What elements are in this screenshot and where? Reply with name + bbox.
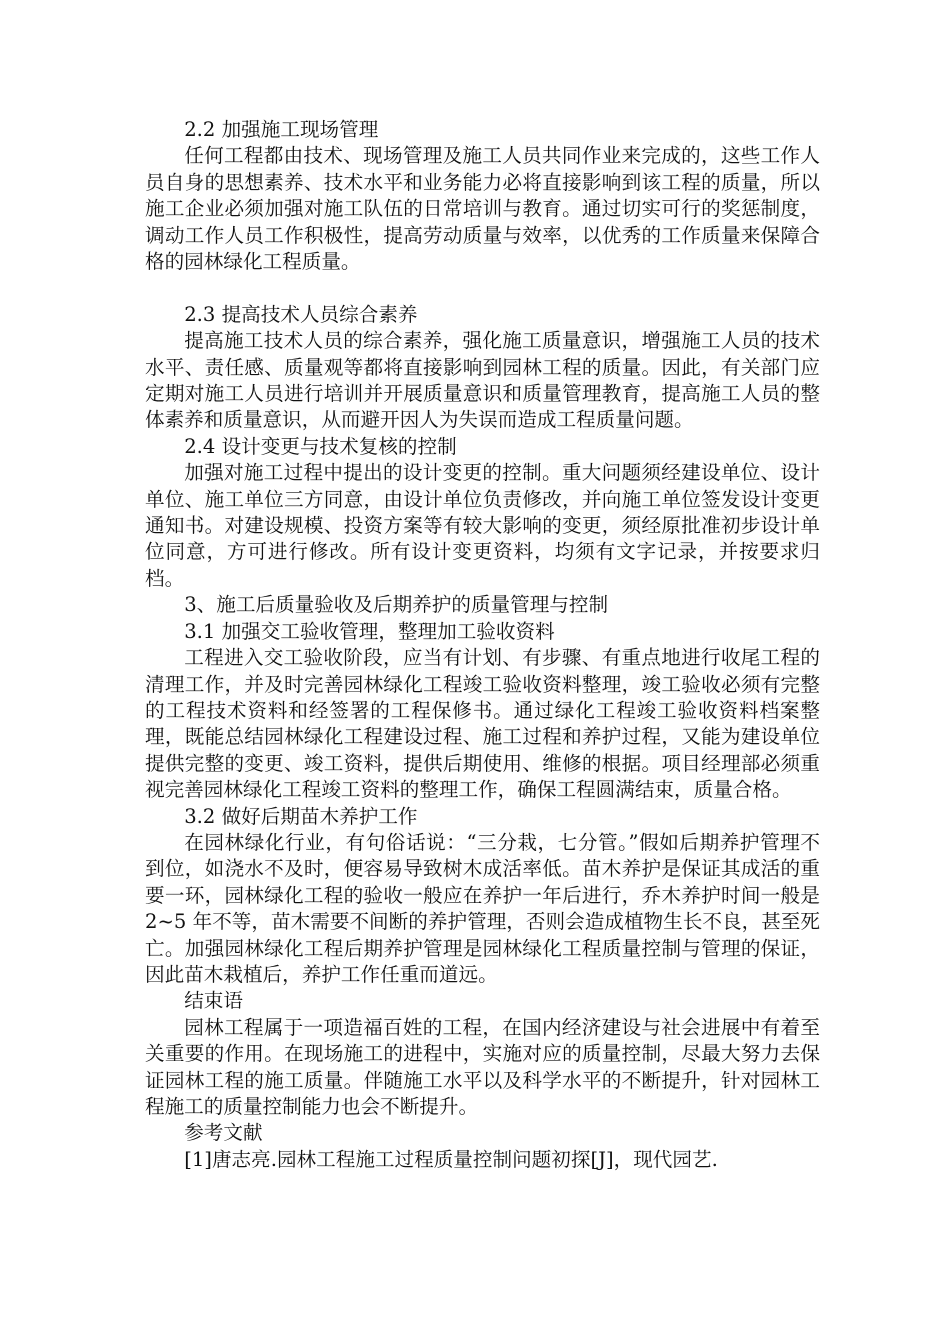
section-body-2-2: 任何工程都由技术、现场管理及施工人员共同作业来完成的，这些工作人员自身的思想素养、技术水平和业务能力必将直接影响到该工程的质量，所以施工企业必须加强对施工队伍的日常培训与教育。通过切实可行的奖惩制度，调动工作人员工作积极性，提高劳动质量与效率，以优秀的工作质量来保障合格的园林绿化工程质量。	[145, 144, 820, 274]
conclusion-heading: 结束语	[184, 989, 243, 1013]
document-page	[145, 117, 820, 1173]
section-heading-3-2: 3.2 做好后期苗木养护工作	[184, 804, 418, 828]
section-heading-3: 3、施工后质量验收及后期养护的质量管理与控制	[184, 593, 609, 617]
section-heading-2-2: 2.2 加强施工现场管理	[184, 118, 379, 141]
section-heading-2-4: 2.4 设计变更与技术复核的控制	[184, 434, 457, 458]
section-heading-3-1: 3.1 加强交工验收管理，整理加工验收资料	[184, 619, 555, 643]
section-body-2-4: 加强对施工过程中提出的设计变更的控制。重大问题须经建设单位、设计单位、施工单位三方同意，由设计单位负责修改，并向施工单位签发设计变更通知书。对建设规模、投资方案等有较大影响的变更，须经原批准初步设计单位同意，方可进行修改。所有设计变更资料，均须有文字记录，并按要求归档。	[145, 461, 820, 590]
section-body-2-3: 提高施工技术人员的综合素养，强化施工质量意识，增强施工人员的技术水平、责任感、质量观等都将直接影响到园林工程的质量。因此，有关部门应定期对施工人员进行培训并开展质量意识和质量管理教育，提高施工人员的整体素养和质量意识，从而避开因人为失误而造成工程质量问题。	[145, 329, 820, 432]
conclusion-body: 园林工程属于一项造福百姓的工程，在国内经济建设与社会进展中有着至关重要的作用。在现场施工的进程中，实施对应的质量控制，尽最大努力去保证园林工程的施工质量。伴随施工水平以及科学水平的不断提升，针对园林工程施工的质量控制能力也会不断提升。	[145, 1015, 820, 1119]
section-body-3-2: 在园林绿化行业，有句俗话说：“三分栽，七分管。”假如后期养护管理不到位，如浇水不及时，便容易导致树木成活率低。苗木养护是保证其成活的重要一环，园林绿化工程的验收一般应在养护一年后进行，乔木养护时间一般是 2~5 年不等，苗木需要不间断的养护管理，否则会造成植物生长不良，甚至死亡。加强园林绿化工程后期养护管理是园林绿化工程质量控制与管理的保证，因此苗木栽植后，养护工作任重而道远。	[145, 830, 820, 986]
reference-item-1: [1]唐志亮.园林工程施工过程质量控制问题初探[J]，现代园艺.	[184, 1147, 718, 1171]
section-heading-2-3: 2.3 提高技术人员综合素养	[184, 302, 418, 326]
references-heading: 参考文献	[184, 1121, 263, 1145]
section-body-3-1: 工程进入交工验收阶段，应当有计划、有步骤、有重点地进行收尾工程的清理工作，并及时完善园林绿化工程竣工验收资料整理，竣工验收必须有完整的工程技术资料和经签署的工程保修书。通过绿化工程竣工验收资料档案整理，既能总结园林绿化工程建设过程、施工过程和养护过程，又能为建设单位提供完整的变更、竣工资料，提供后期使用、维修的根据。项目经理部必须重视完善园林绿化工程竣工资料的整理工作，确保工程圆满结束，质量合格。	[145, 646, 820, 802]
paragraph-gap	[145, 275, 820, 301]
